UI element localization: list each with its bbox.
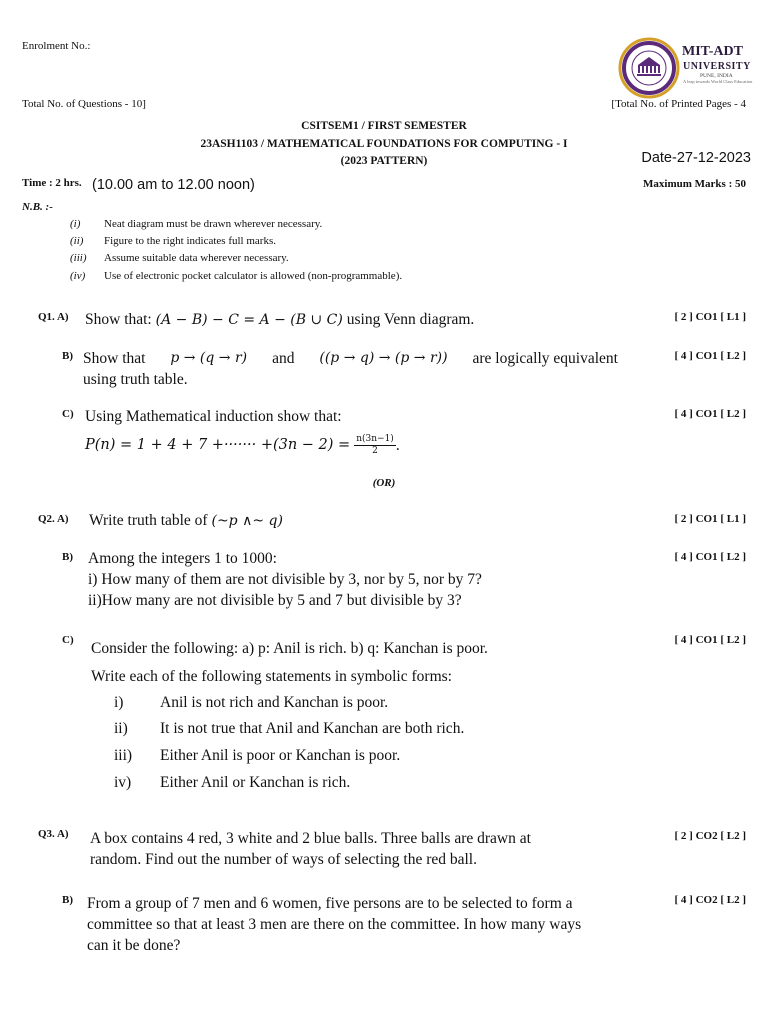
question-text: Show that p → (q → r) and ((p → q) → (p → r)) are logically equivalent using truth table. <box>83 350 618 388</box>
question-text: Consider the following: a) p: Anil is rich. b) q: Kanchan is poor. <box>91 640 488 657</box>
pattern-line: (2023 PATTERN) <box>340 155 428 167</box>
list-item: iii) Either Anil is poor or Kanchan is poor. <box>114 747 401 764</box>
nb-item: (i) Neat diagram must be drawn wherever necessary. <box>70 218 323 230</box>
question-text: A box contains 4 red, 3 white and 2 blue balls. Three balls are drawn at random. Find out the number of ways of selecting the red ball. <box>90 830 531 868</box>
university-city: PUNE, INDIA <box>700 73 733 79</box>
time-detail: (10.00 am to 12.00 noon) <box>92 177 255 193</box>
question-number: B) <box>62 350 73 362</box>
question-marks: [ 4 ] CO1 [ L2 ] <box>674 408 746 420</box>
printed-pages: [Total No. of Printed Pages - 4 <box>611 98 746 110</box>
question-text: Using Mathematical induction show that: <box>85 408 342 425</box>
university-name: MIT-ADT <box>682 44 743 59</box>
question-text: From a group of 7 men and 6 women, five persons are to be selected to form a committee so that at least 3 men are there on the committee. In how many ways can it be done? <box>87 895 582 954</box>
list-item: i) Anil is not rich and Kanchan is poor. <box>114 694 389 711</box>
question-number: Q1. A) <box>38 311 69 323</box>
question-marks: [ 2 ] CO2 [ L2 ] <box>674 830 746 842</box>
question-marks: [ 2 ] CO1 [ L1 ] <box>674 513 746 525</box>
university-tagline: A leap towards World Class Education <box>683 79 753 84</box>
question-number: Q3. A) <box>38 828 69 840</box>
list-item: iv) Either Anil or Kanchan is rich. <box>114 774 351 791</box>
question-number: B) <box>62 894 73 906</box>
university-subtitle: UNIVERSITY <box>683 61 751 72</box>
nb-item: (ii) Figure to the right indicates full marks. <box>70 235 276 247</box>
nb-item: (iii) Assume suitable data wherever necessary. <box>70 252 289 264</box>
question-marks: [ 4 ] CO1 [ L2 ] <box>674 634 746 646</box>
question-number: Q2. A) <box>38 513 69 525</box>
question-marks: [ 4 ] CO1 [ L2 ] <box>674 350 746 362</box>
nb-label: N.B. :- <box>22 201 53 213</box>
question-text: Among the integers 1 to 1000: i) How many of them are not divisible by 3, nor by 5, nor by 7? ii)How many are not divisible by 5 and 7 but divisible by 3? <box>88 550 482 609</box>
question-marks: [ 4 ] CO2 [ L2 ] <box>674 894 746 906</box>
nb-item: (iv) Use of electronic pocket calculator is allowed (non-programmable). <box>70 270 403 282</box>
question-marks: [ 4 ] CO1 [ L2 ] <box>674 551 746 563</box>
question-text: Show that: (A − B) − C = A − (B ∪ C) using Venn diagram. <box>85 311 475 328</box>
induction-formula: P(n) = 1 + 4 + 7 +······· +(3n − 2) = $\frac{n(3n-1)}{2}$ . <box>85 434 400 456</box>
university-seal-logo <box>618 37 680 99</box>
max-marks: Maximum Marks : 50 <box>643 178 746 190</box>
semester-line: CSITSEM1 / FIRST SEMESTER <box>301 120 467 132</box>
total-questions: Total No. of Questions - 10] <box>22 98 146 110</box>
question-text: Write truth table of (~p ∧~ q) <box>89 512 283 529</box>
list-item: ii) It is not true that Anil and Kanchan are both rich. <box>114 720 465 737</box>
question-instruction: Write each of the following statements in symbolic forms: <box>91 668 452 685</box>
question-marks: [ 2 ] CO1 [ L1 ] <box>674 311 746 323</box>
question-number: C) <box>62 634 74 646</box>
time-label: Time : 2 hrs. <box>22 177 82 189</box>
question-number: C) <box>62 408 74 420</box>
or-separator: (OR) <box>372 477 396 489</box>
question-number: B) <box>62 551 73 563</box>
course-line: 23ASH1103 / MATHEMATICAL FOUNDATIONS FOR COMPUTING - I <box>200 138 568 150</box>
enrolment-label: Enrolment No.: <box>22 40 91 52</box>
exam-date: Date-27-12-2023 <box>641 150 751 166</box>
